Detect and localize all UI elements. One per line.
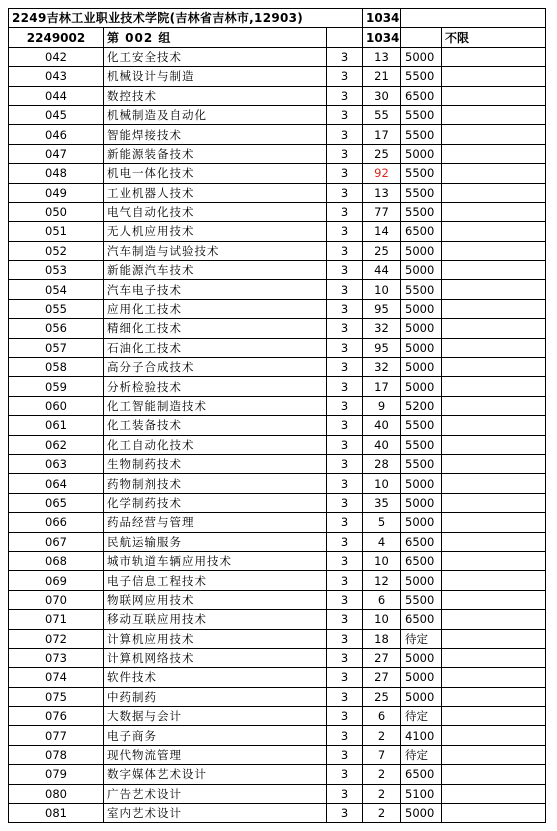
study-years-cell: 3	[327, 125, 363, 144]
table-row	[9, 804, 546, 823]
table-row	[9, 144, 546, 163]
note-cell	[442, 784, 546, 803]
study-years-cell: 3	[327, 183, 363, 202]
major-code-cell: 061	[9, 416, 104, 435]
major-name-cell: 化工自动化技术	[104, 435, 327, 454]
major-code-cell: 043	[9, 67, 104, 86]
major-code-cell: 062	[9, 435, 104, 454]
table-row	[9, 707, 546, 726]
plan-count-cell: 14	[363, 222, 401, 241]
study-years-cell: 3	[327, 338, 363, 357]
study-years-cell: 3	[327, 202, 363, 221]
note-cell	[442, 47, 546, 66]
major-code-cell: 067	[9, 532, 104, 551]
major-name-cell: 计算机网络技术	[104, 648, 327, 667]
table-row	[9, 435, 546, 454]
note-cell	[442, 261, 546, 280]
table-row	[9, 222, 546, 241]
tuition-fee-cell: 5000	[401, 338, 442, 357]
note-cell	[442, 454, 546, 473]
plan-count-cell: 6	[363, 707, 401, 726]
study-years-cell: 3	[327, 435, 363, 454]
tuition-fee-cell: 5500	[401, 202, 442, 221]
table-row	[9, 47, 546, 66]
major-name-cell: 室内艺术设计	[104, 804, 327, 823]
plan-count-cell: 27	[363, 668, 401, 687]
major-name-cell: 化学制药技术	[104, 493, 327, 512]
table-row	[9, 610, 546, 629]
major-name-cell: 机械制造及自动化	[104, 105, 327, 124]
plan-count-cell: 32	[363, 319, 401, 338]
major-code-cell: 064	[9, 474, 104, 493]
table-row	[9, 668, 546, 687]
note-cell	[442, 513, 546, 532]
major-name-cell: 生物制药技术	[104, 454, 327, 473]
major-code-cell: 055	[9, 299, 104, 318]
note-cell	[442, 222, 546, 241]
table-row	[9, 454, 546, 473]
plan-count-cell: 18	[363, 629, 401, 648]
study-years-cell: 3	[327, 687, 363, 706]
major-code-cell: 072	[9, 629, 104, 648]
note-cell	[442, 280, 546, 299]
plan-count-cell: 28	[363, 454, 401, 473]
tuition-fee-cell: 5100	[401, 784, 442, 803]
plan-count-cell: 7	[363, 745, 401, 764]
table-row	[9, 319, 546, 338]
note-cell	[442, 105, 546, 124]
table-row	[9, 765, 546, 784]
note-cell	[442, 241, 546, 260]
note-cell	[442, 164, 546, 183]
major-name-cell: 高分子合成技术	[104, 358, 327, 377]
study-years-cell: 3	[327, 493, 363, 512]
plan-count-cell: 6	[363, 590, 401, 609]
study-years-cell: 3	[327, 241, 363, 260]
study-years-cell: 3	[327, 86, 363, 105]
tuition-fee-cell: 5000	[401, 241, 442, 260]
major-code-cell: 074	[9, 668, 104, 687]
major-code-cell: 044	[9, 86, 104, 105]
tuition-fee-cell: 5000	[401, 493, 442, 512]
major-code-cell: 079	[9, 765, 104, 784]
table-row	[9, 396, 546, 415]
admission-plan-sheet	[8, 8, 546, 823]
table-row	[9, 474, 546, 493]
plan-count-cell: 5	[363, 513, 401, 532]
tuition-fee-cell: 5000	[401, 571, 442, 590]
tuition-fee-cell: 5500	[401, 416, 442, 435]
table-row	[9, 745, 546, 764]
group-name: 第 002 组	[104, 28, 327, 47]
major-code-cell: 046	[9, 125, 104, 144]
tuition-fee-cell: 5500	[401, 105, 442, 124]
tuition-fee-cell: 5200	[401, 396, 442, 415]
table-row	[9, 648, 546, 667]
tuition-fee-cell: 5500	[401, 125, 442, 144]
note-cell	[442, 571, 546, 590]
note-cell	[442, 648, 546, 667]
major-code-cell: 053	[9, 261, 104, 280]
major-name-cell: 机械设计与制造	[104, 67, 327, 86]
major-code-cell: 057	[9, 338, 104, 357]
study-years-cell: 3	[327, 513, 363, 532]
study-years-cell: 3	[327, 319, 363, 338]
plan-count-cell: 32	[363, 358, 401, 377]
tuition-fee-cell: 6500	[401, 532, 442, 551]
major-code-cell: 081	[9, 804, 104, 823]
note-cell	[442, 125, 546, 144]
table-row	[9, 105, 546, 124]
note-cell	[442, 493, 546, 512]
major-name-cell: 无人机应用技术	[104, 222, 327, 241]
table-row	[9, 280, 546, 299]
note-cell	[442, 144, 546, 163]
major-name-cell: 广告艺术设计	[104, 784, 327, 803]
tuition-fee-cell: 待定	[401, 707, 442, 726]
plan-count-cell: 2	[363, 765, 401, 784]
major-name-cell: 新能源汽车技术	[104, 261, 327, 280]
table-row	[9, 416, 546, 435]
major-code-cell: 049	[9, 183, 104, 202]
study-years-cell: 3	[327, 280, 363, 299]
group-code: 2249002	[9, 28, 104, 47]
plan-count-cell: 44	[363, 261, 401, 280]
major-name-cell: 药物制剂技术	[104, 474, 327, 493]
note-cell	[442, 726, 546, 745]
college-header-empty	[401, 9, 546, 28]
tuition-fee-cell: 5000	[401, 474, 442, 493]
major-name-cell: 物联网应用技术	[104, 590, 327, 609]
plan-count-cell: 10	[363, 551, 401, 570]
study-years-cell: 3	[327, 648, 363, 667]
plan-count-cell: 10	[363, 474, 401, 493]
table-row	[9, 493, 546, 512]
study-years-cell: 3	[327, 416, 363, 435]
major-code-cell: 080	[9, 784, 104, 803]
college-header-row	[9, 9, 546, 28]
major-code-cell: 076	[9, 707, 104, 726]
table-row	[9, 358, 546, 377]
plan-count-cell: 40	[363, 416, 401, 435]
plan-count-cell: 4	[363, 532, 401, 551]
study-years-cell: 3	[327, 474, 363, 493]
table-row	[9, 726, 546, 745]
major-name-cell: 药品经营与管理	[104, 513, 327, 532]
plan-count-cell: 10	[363, 610, 401, 629]
note-cell	[442, 629, 546, 648]
major-name-cell: 石油化工技术	[104, 338, 327, 357]
major-name-cell: 电气自动化技术	[104, 202, 327, 221]
tuition-fee-cell: 5000	[401, 299, 442, 318]
major-name-cell: 软件技术	[104, 668, 327, 687]
major-name-cell: 化工装备技术	[104, 416, 327, 435]
tuition-fee-cell: 6500	[401, 765, 442, 784]
major-code-cell: 052	[9, 241, 104, 260]
table-body	[9, 9, 546, 823]
plan-count-cell: 9	[363, 396, 401, 415]
plan-count-cell: 77	[363, 202, 401, 221]
note-cell	[442, 358, 546, 377]
major-name-cell: 电子商务	[104, 726, 327, 745]
plan-count-cell: 95	[363, 338, 401, 357]
note-cell	[442, 435, 546, 454]
table-row	[9, 241, 546, 260]
group-years-empty	[327, 28, 363, 47]
note-cell	[442, 551, 546, 570]
tuition-fee-cell: 5000	[401, 319, 442, 338]
tuition-fee-cell: 5000	[401, 377, 442, 396]
tuition-fee-cell: 6500	[401, 86, 442, 105]
major-name-cell: 城市轨道车辆应用技术	[104, 551, 327, 570]
plan-count-cell: 2	[363, 784, 401, 803]
note-cell	[442, 707, 546, 726]
tuition-fee-cell: 5500	[401, 435, 442, 454]
major-name-cell: 分析检验技术	[104, 377, 327, 396]
plan-count-cell: 95	[363, 299, 401, 318]
study-years-cell: 3	[327, 261, 363, 280]
plan-count-cell: 13	[363, 183, 401, 202]
tuition-fee-cell: 6500	[401, 551, 442, 570]
study-years-cell: 3	[327, 67, 363, 86]
major-name-cell: 民航运输服务	[104, 532, 327, 551]
plan-count-cell: 92	[363, 164, 401, 183]
study-years-cell: 3	[327, 610, 363, 629]
tuition-fee-cell: 5000	[401, 144, 442, 163]
note-cell	[442, 377, 546, 396]
plan-count-cell: 25	[363, 241, 401, 260]
note-cell	[442, 396, 546, 415]
plan-count-cell: 40	[363, 435, 401, 454]
study-years-cell: 3	[327, 47, 363, 66]
major-name-cell: 中药制药	[104, 687, 327, 706]
group-header-row	[9, 28, 546, 47]
table-row	[9, 261, 546, 280]
study-years-cell: 3	[327, 454, 363, 473]
table-row	[9, 202, 546, 221]
major-code-cell: 065	[9, 493, 104, 512]
note-cell	[442, 319, 546, 338]
study-years-cell: 3	[327, 222, 363, 241]
major-name-cell: 大数据与会计	[104, 707, 327, 726]
table-row	[9, 629, 546, 648]
table-row	[9, 784, 546, 803]
group-plan-total: 1034	[363, 28, 401, 47]
note-cell	[442, 183, 546, 202]
major-name-cell: 应用化工技术	[104, 299, 327, 318]
major-code-cell: 066	[9, 513, 104, 532]
tuition-fee-cell: 5500	[401, 183, 442, 202]
table-row	[9, 86, 546, 105]
study-years-cell: 3	[327, 358, 363, 377]
tuition-fee-cell: 5000	[401, 47, 442, 66]
major-name-cell: 移动互联应用技术	[104, 610, 327, 629]
major-code-cell: 047	[9, 144, 104, 163]
table-row	[9, 513, 546, 532]
plan-count-cell: 12	[363, 571, 401, 590]
major-code-cell: 051	[9, 222, 104, 241]
major-name-cell: 汽车制造与试验技术	[104, 241, 327, 260]
tuition-fee-cell: 5000	[401, 687, 442, 706]
table-row	[9, 551, 546, 570]
table-row	[9, 125, 546, 144]
table-row	[9, 590, 546, 609]
group-subject-requirement: 不限	[442, 28, 546, 47]
tuition-fee-cell: 待定	[401, 629, 442, 648]
major-code-cell: 063	[9, 454, 104, 473]
study-years-cell: 3	[327, 532, 363, 551]
note-cell	[442, 610, 546, 629]
table-row	[9, 183, 546, 202]
admission-plan-table	[8, 8, 546, 823]
note-cell	[442, 765, 546, 784]
tuition-fee-cell: 5500	[401, 67, 442, 86]
major-name-cell: 现代物流管理	[104, 745, 327, 764]
major-name-cell: 精细化工技术	[104, 319, 327, 338]
plan-count-cell: 30	[363, 86, 401, 105]
note-cell	[442, 474, 546, 493]
major-code-cell: 060	[9, 396, 104, 415]
tuition-fee-cell: 5000	[401, 261, 442, 280]
major-code-cell: 077	[9, 726, 104, 745]
tuition-fee-cell: 5000	[401, 513, 442, 532]
major-name-cell: 化工安全技术	[104, 47, 327, 66]
tuition-fee-cell: 5500	[401, 454, 442, 473]
major-code-cell: 048	[9, 164, 104, 183]
major-name-cell: 数控技术	[104, 86, 327, 105]
major-name-cell: 工业机器人技术	[104, 183, 327, 202]
table-row	[9, 338, 546, 357]
note-cell	[442, 532, 546, 551]
study-years-cell: 3	[327, 590, 363, 609]
major-code-cell: 042	[9, 47, 104, 66]
major-name-cell: 化工智能制造技术	[104, 396, 327, 415]
tuition-fee-cell: 5000	[401, 648, 442, 667]
tuition-fee-cell: 6500	[401, 222, 442, 241]
plan-count-cell: 21	[363, 67, 401, 86]
plan-count-cell: 2	[363, 804, 401, 823]
college-title: 2249吉林工业职业技术学院(吉林省吉林市,12903)	[9, 9, 363, 28]
table-row	[9, 299, 546, 318]
major-code-cell: 045	[9, 105, 104, 124]
study-years-cell: 3	[327, 377, 363, 396]
major-code-cell: 070	[9, 590, 104, 609]
major-name-cell: 电子信息工程技术	[104, 571, 327, 590]
note-cell	[442, 202, 546, 221]
major-code-cell: 069	[9, 571, 104, 590]
tuition-fee-cell: 5500	[401, 590, 442, 609]
study-years-cell: 3	[327, 571, 363, 590]
major-code-cell: 068	[9, 551, 104, 570]
major-code-cell: 078	[9, 745, 104, 764]
note-cell	[442, 590, 546, 609]
plan-count-cell: 27	[363, 648, 401, 667]
group-fee-empty	[401, 28, 442, 47]
tuition-fee-cell: 待定	[401, 745, 442, 764]
major-code-cell: 071	[9, 610, 104, 629]
study-years-cell: 3	[327, 164, 363, 183]
tuition-fee-cell: 5500	[401, 280, 442, 299]
study-years-cell: 3	[327, 551, 363, 570]
major-name-cell: 智能焊接技术	[104, 125, 327, 144]
major-code-cell: 050	[9, 202, 104, 221]
study-years-cell: 3	[327, 804, 363, 823]
note-cell	[442, 299, 546, 318]
note-cell	[442, 338, 546, 357]
note-cell	[442, 804, 546, 823]
study-years-cell: 3	[327, 668, 363, 687]
table-row	[9, 571, 546, 590]
plan-count-cell: 55	[363, 105, 401, 124]
major-name-cell: 新能源装备技术	[104, 144, 327, 163]
study-years-cell: 3	[327, 707, 363, 726]
table-row	[9, 377, 546, 396]
plan-count-cell: 25	[363, 144, 401, 163]
table-row	[9, 687, 546, 706]
table-row	[9, 532, 546, 551]
note-cell	[442, 745, 546, 764]
study-years-cell: 3	[327, 629, 363, 648]
major-code-cell: 054	[9, 280, 104, 299]
tuition-fee-cell: 6500	[401, 610, 442, 629]
major-code-cell: 073	[9, 648, 104, 667]
table-row	[9, 67, 546, 86]
major-code-cell: 058	[9, 358, 104, 377]
note-cell	[442, 668, 546, 687]
major-code-cell: 059	[9, 377, 104, 396]
major-name-cell: 计算机应用技术	[104, 629, 327, 648]
study-years-cell: 3	[327, 299, 363, 318]
table-row	[9, 164, 546, 183]
plan-count-cell: 13	[363, 47, 401, 66]
tuition-fee-cell: 5000	[401, 804, 442, 823]
major-name-cell: 汽车电子技术	[104, 280, 327, 299]
tuition-fee-cell: 5500	[401, 164, 442, 183]
note-cell	[442, 416, 546, 435]
study-years-cell: 3	[327, 765, 363, 784]
plan-count-cell: 25	[363, 687, 401, 706]
tuition-fee-cell: 5000	[401, 358, 442, 377]
plan-count-cell: 2	[363, 726, 401, 745]
note-cell	[442, 67, 546, 86]
major-name-cell: 机电一体化技术	[104, 164, 327, 183]
study-years-cell: 3	[327, 784, 363, 803]
major-code-cell: 075	[9, 687, 104, 706]
study-years-cell: 3	[327, 745, 363, 764]
major-code-cell: 056	[9, 319, 104, 338]
note-cell	[442, 86, 546, 105]
plan-count-cell: 35	[363, 493, 401, 512]
major-name-cell: 数字媒体艺术设计	[104, 765, 327, 784]
plan-count-cell: 17	[363, 377, 401, 396]
study-years-cell: 3	[327, 105, 363, 124]
tuition-fee-cell: 5000	[401, 668, 442, 687]
note-cell	[442, 687, 546, 706]
study-years-cell: 3	[327, 726, 363, 745]
study-years-cell: 3	[327, 144, 363, 163]
study-years-cell: 3	[327, 396, 363, 415]
tuition-fee-cell: 4100	[401, 726, 442, 745]
college-plan-total: 1034	[363, 9, 401, 28]
plan-count-cell: 17	[363, 125, 401, 144]
plan-count-cell: 10	[363, 280, 401, 299]
